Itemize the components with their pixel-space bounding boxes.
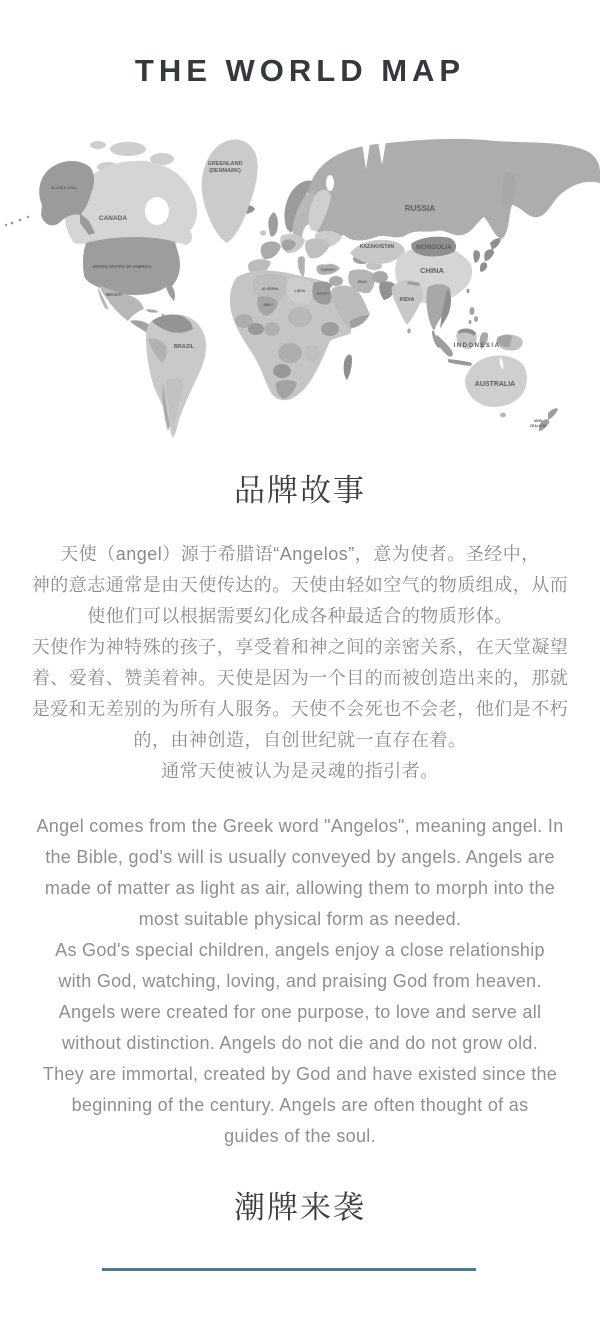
label-brazil: BRAZIL (173, 344, 195, 350)
label-greenland: GREENLAND (207, 161, 243, 167)
landmass-ireland (260, 230, 266, 235)
landmass-java (448, 359, 472, 366)
landmass-taiwan (467, 289, 470, 293)
landmass-afghanistan (372, 271, 388, 283)
story-line-en: most suitable physical form as needed. (138, 909, 462, 929)
brand-story-chinese-text (0, 539, 600, 787)
landmass-russia (307, 139, 600, 241)
label-india: INDIA (399, 297, 415, 303)
label-libya: LIBYA (294, 289, 306, 293)
label-mexico: MEXICO (105, 292, 123, 297)
story-line-en: made of matter as light as air, allowing them to morph into the (44, 878, 556, 898)
label-egypt: EGYPT (316, 292, 330, 296)
label-new-zealand-2: ZEALAND (529, 424, 547, 428)
divider-line (102, 1268, 476, 1271)
brand-story-heading: 品牌故事 (234, 473, 366, 508)
landmass-usa (83, 237, 180, 301)
label-new-zealand-1: NEW (534, 419, 542, 423)
landmass-japan (480, 238, 501, 272)
story-line-en: beginning of the century. Angels are often thought of as (71, 1095, 529, 1115)
label-russia: RUSSIA (404, 204, 436, 213)
label-algeria: ALGERIA (261, 287, 279, 291)
label-denmark: (DENMARK) (209, 168, 241, 174)
label-indonesia: INDONESIA (453, 343, 501, 349)
label-mali: MALI (263, 303, 273, 307)
story-line-en: As God's special children, angels enjoy a close relationship (55, 940, 545, 960)
landmass-sri-lanka (407, 329, 411, 334)
white-sea (326, 175, 334, 191)
story-line-en: They are immortal, created by God and have existed since the (42, 1064, 558, 1084)
hudson-bay (145, 197, 169, 225)
story-line-cn: 通常天使被认为是灵魂的指引者。 (161, 761, 439, 781)
label-alaska: ALASKA (USA) (51, 186, 77, 190)
trend-heading: 潮牌来袭 (234, 1190, 366, 1225)
story-line-en: Angel comes from the Greek word "Angelos", meaning angel. In (36, 816, 564, 836)
story-line-cn: 神的意志通常是由天使传达的。天使由轻如空气的物质组成，从而 (31, 575, 569, 595)
map-landmasses (5, 139, 600, 437)
story-line-en: guides of the soul. (224, 1126, 376, 1146)
story-line-cn: 天使作为神特殊的孩子，享受着和神之间的亲密关系，在天堂凝望 (31, 637, 569, 657)
landmass-korea (473, 250, 480, 263)
story-line-cn: 着、爱着、赞美着神。天使是因为一个目的而被创造出来的，那就 (31, 668, 569, 688)
label-usa: UNITED STATES OF AMERICA (92, 264, 152, 269)
page-title: THE WORLD MAP (134, 53, 466, 88)
landmass-philippines (469, 307, 479, 324)
aleutian-islands (5, 216, 30, 227)
label-canada: CANADA (98, 215, 128, 222)
label-iran: IRAN (357, 280, 367, 284)
brand-story-english-text (0, 811, 600, 1152)
story-line-cn: 天使（angel）源于希腊语“Angelos”，意为使者。圣经中， (60, 544, 540, 564)
landmass-uk (268, 212, 278, 236)
black-sea (318, 258, 332, 265)
landmass-iraq (329, 276, 343, 286)
label-mongolia: MONGOLIA (416, 244, 452, 251)
label-china: CHINA (420, 266, 444, 275)
story-line-en: without distinction. Angels do not die and do not grow old. (61, 1033, 538, 1053)
landmass-greenland (202, 140, 258, 243)
story-line-en: Angels were created for one purpose, to love and serve all (58, 1002, 542, 1022)
label-australia: AUSTRALIA (474, 381, 516, 388)
story-line-cn: 使他们可以根据需要幻化成各种最适合的物质形体。 (87, 606, 513, 626)
story-line-en: with God, watching, loving, and praising God from heaven. (58, 971, 542, 991)
label-kazakhstan: KAZAKHSTAN (359, 244, 395, 250)
story-line-cn: 是爱和无差别的为所有人服务。天使不会死也不会老，他们是不朽 (31, 699, 569, 719)
landmass-madagascar (344, 355, 352, 380)
story-line-en: the Bible, god's will is usually conveyed by angels. Angels are (45, 847, 555, 867)
story-line-cn: 的，由神创造，自创世纪就一直存在着。 (133, 730, 467, 750)
label-turkey: TURKEY (320, 268, 336, 272)
landmass-tasmania (500, 413, 506, 418)
world-map (0, 125, 600, 455)
